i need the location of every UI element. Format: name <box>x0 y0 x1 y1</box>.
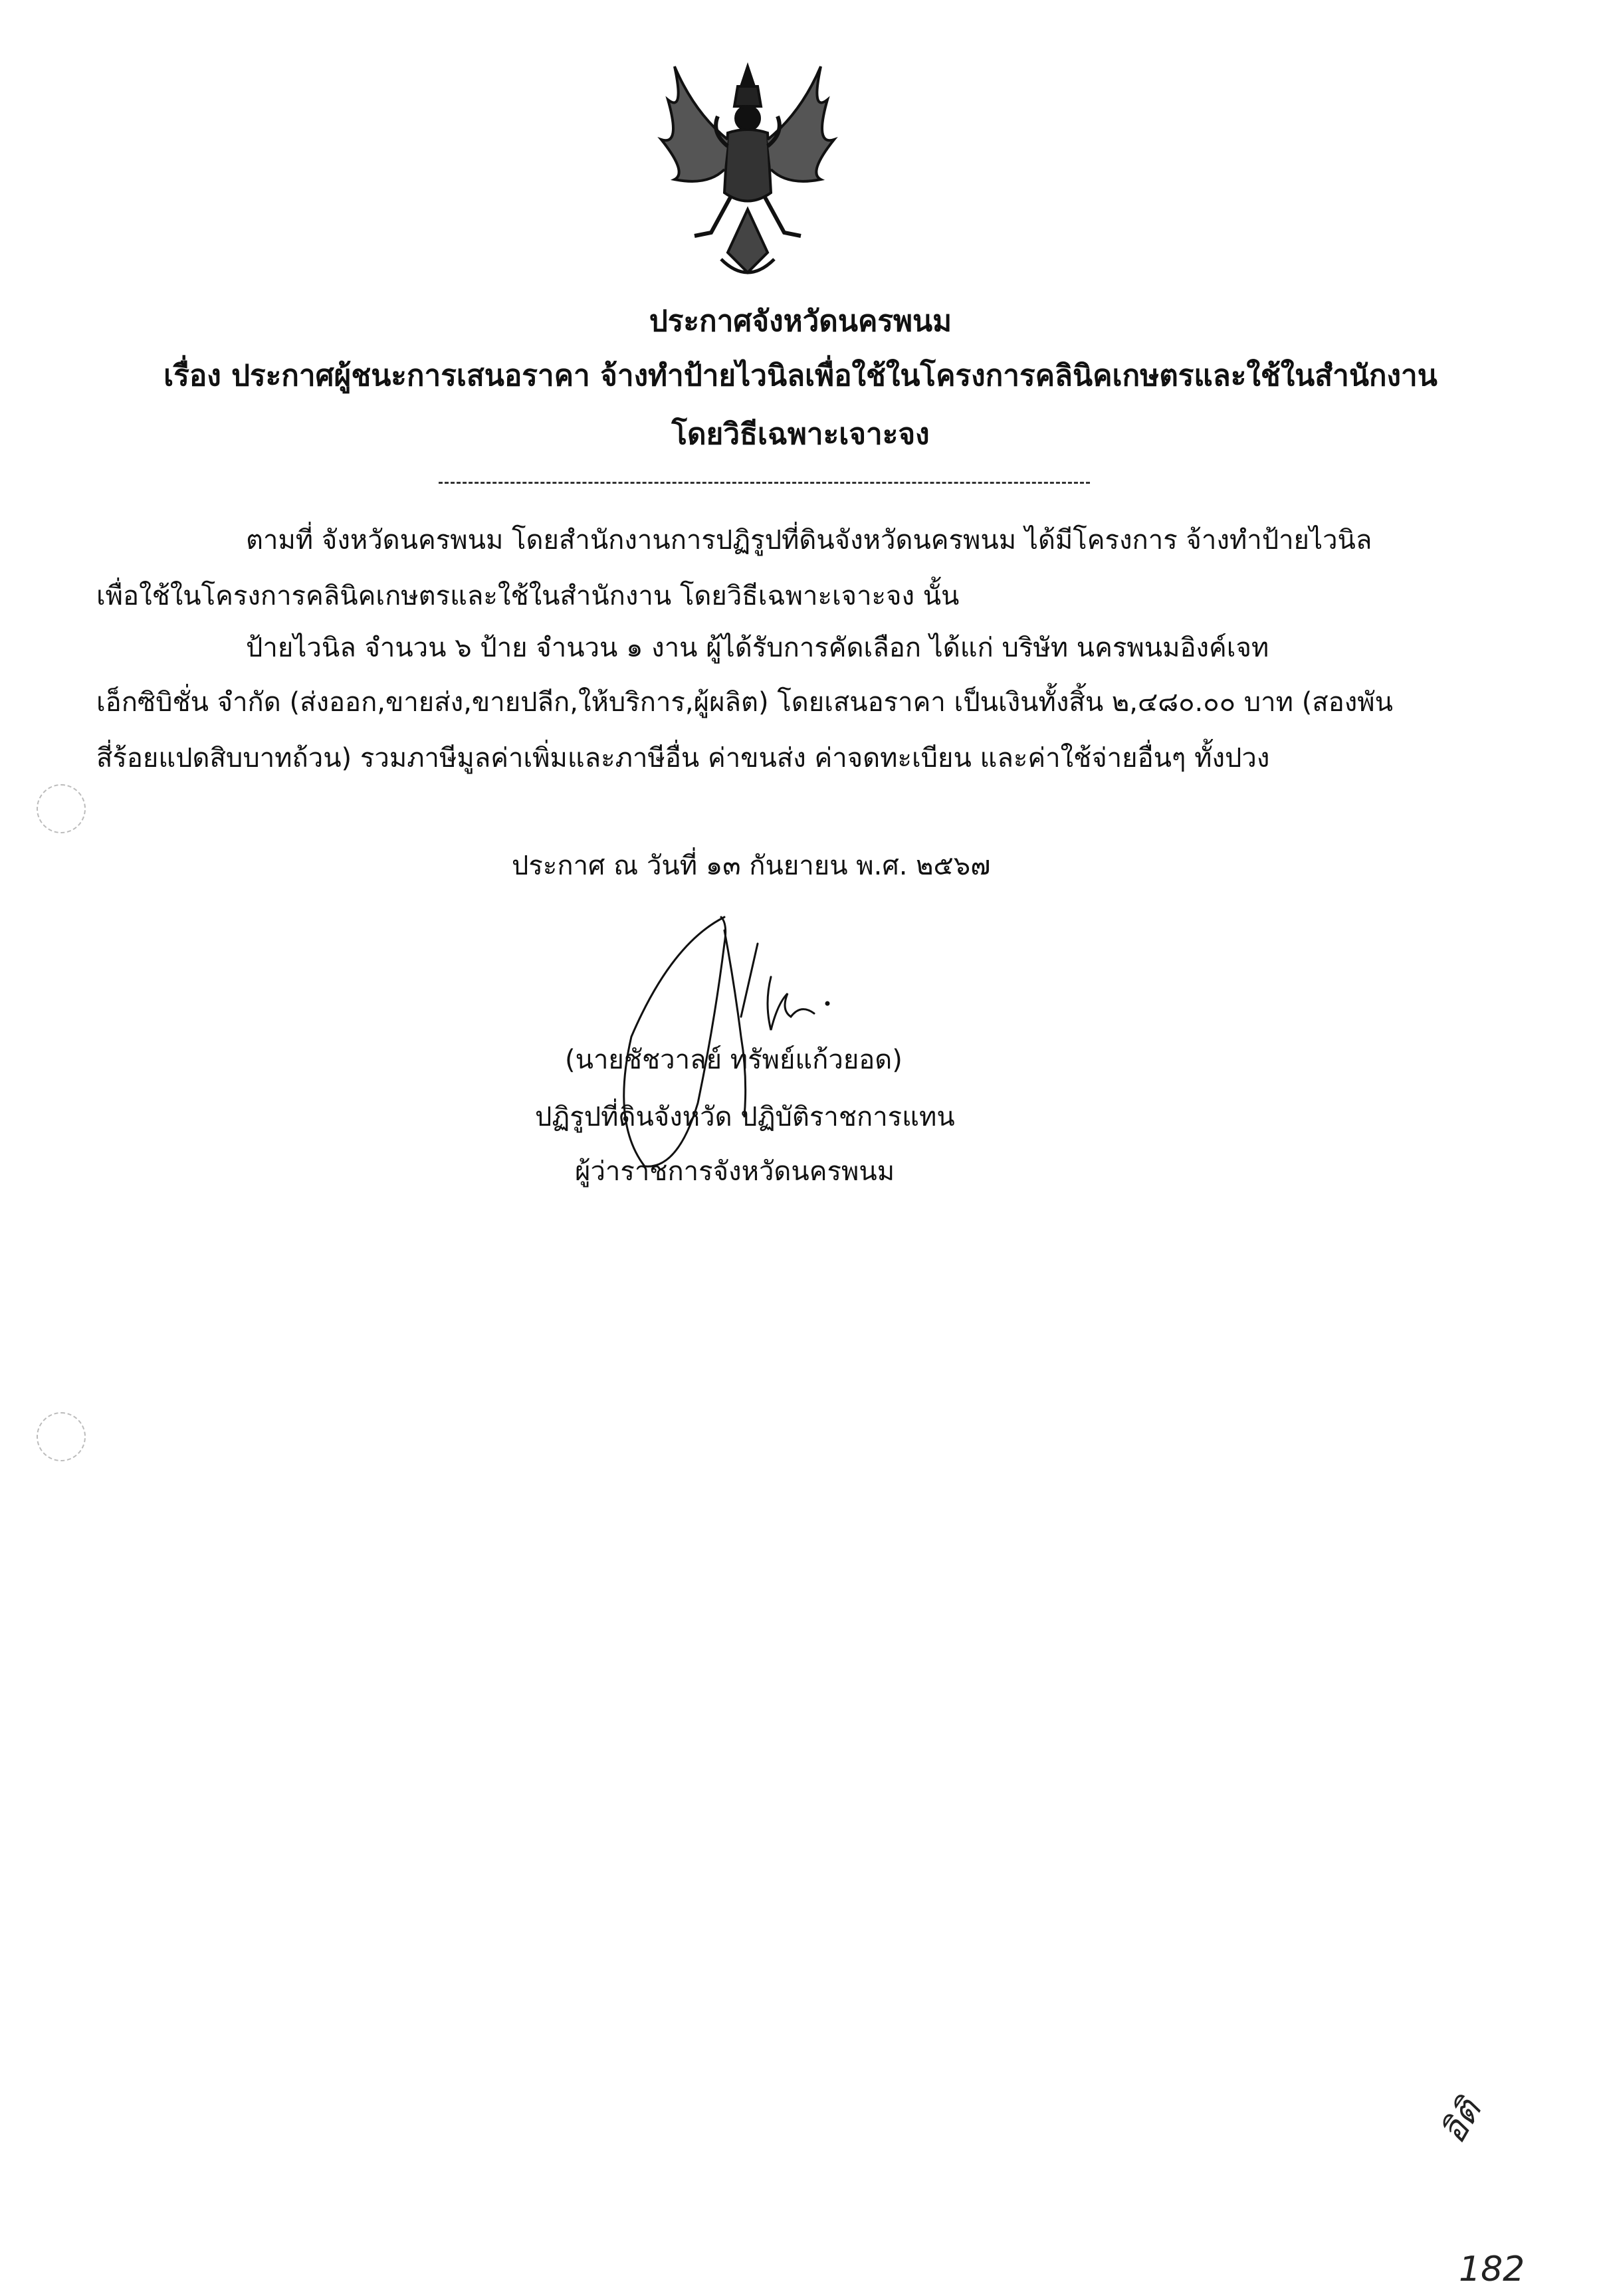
heading-divider <box>439 482 1090 484</box>
punch-hole-mark <box>37 784 86 833</box>
garuda-emblem <box>648 53 847 289</box>
signatory-position: ปฏิรูปที่ดินจังหวัด ปฏิบัติราชการแทน <box>535 1102 955 1132</box>
document-subject: เรื่อง ประกาศผู้ชนะการเสนอราคา จ้างทำป้ายไวนิลเพื่อใช้ในโครงการคลินิคเกษตรและใช้ในสำนักงาน <box>163 359 1438 393</box>
handwritten-initial: อิติ <box>1433 2093 1490 2150</box>
signatory-authority: ผู้ว่าราชการจังหวัดนครพนม <box>575 1156 895 1187</box>
announcement-date: ประกาศ ณ วันที่ ๑๓ กันยายน พ.ศ. ๒๕๖๗ <box>512 851 991 881</box>
document-heading: ประกาศจังหวัดนครพนม <box>649 304 952 338</box>
body-paragraph-2-line-1: ป้ายไวนิล จำนวน ๖ ป้าย จำนวน ๑ งาน ผู้ได้รับการคัดเลือก ได้แก่ บริษัท นครพนมอิงค์เจท <box>246 633 1269 663</box>
punch-hole-mark <box>37 1412 86 1461</box>
document-method: โดยวิธีเฉพาะเจาะจง <box>671 417 930 451</box>
body-paragraph-2-line-3: สี่ร้อยแปดสิบบาทถ้วน) รวมภาษีมูลค่าเพิ่มและภาษีอื่น ค่าขนส่ง ค่าจดทะเบียน และค่าใช้จ่ายอื่นๆ ทั้งปวง <box>96 743 1270 774</box>
handwritten-page-number: 182 <box>1459 2249 1525 2289</box>
body-paragraph-1-line-2: เพื่อใช้ในโครงการคลินิคเกษตรและใช้ในสำนักงาน โดยวิธีเฉพาะเจาะจง นั้น <box>96 581 960 611</box>
body-paragraph-1-line-1: ตามที่ จังหวัดนครพนม โดยสำนักงานการปฏิรูปที่ดินจังหวัดนครพนม ได้มีโครงการ จ้างทำป้ายไวนิล <box>246 525 1372 556</box>
body-paragraph-2-line-2: เอ็กซิบิชั่น จำกัด (ส่งออก,ขายส่ง,ขายปลีก,ให้บริการ,ผู้ผลิต) โดยเสนอราคา เป็นเงินทั้งสิ้น ๒,๔๘๐.๐๐ บาท (สองพัน <box>96 687 1393 718</box>
signatory-name: (นายชัชวาลย์ ทรัพย์แก้วยอด) <box>565 1045 903 1075</box>
